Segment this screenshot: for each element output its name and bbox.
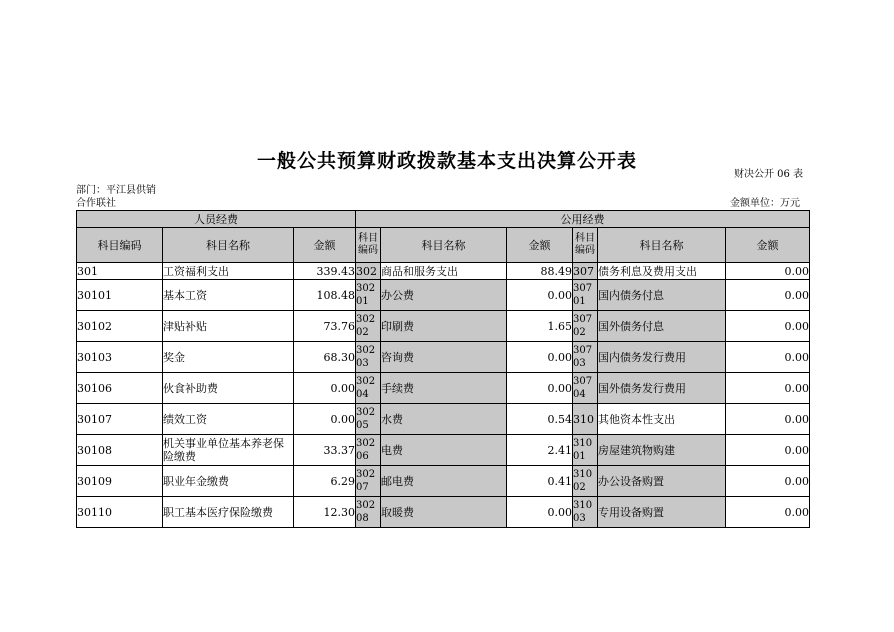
public-amount: 0.00 xyxy=(507,373,573,404)
capital-code: 30704 xyxy=(573,373,598,404)
personnel-amount: 12.30 xyxy=(294,497,356,528)
personnel-code: 30102 xyxy=(77,311,163,342)
public-name: 手续费 xyxy=(381,373,507,404)
personnel-name: 奖金 xyxy=(163,342,294,373)
personnel-name: 津贴补贴 xyxy=(163,311,294,342)
capital-code: 31001 xyxy=(573,435,598,466)
capital-code: 30701 xyxy=(573,280,598,311)
group-header-row xyxy=(77,211,810,228)
capital-name: 专用设备购置 xyxy=(598,497,726,528)
capital-amount: 0.00 xyxy=(726,435,810,466)
table-row xyxy=(77,342,810,373)
personnel-name: 职业年金缴费 xyxy=(163,466,294,497)
capital-code: 310 xyxy=(573,404,598,435)
capital-amount: 0.00 xyxy=(726,466,810,497)
group-personnel: 人员经费 xyxy=(77,211,356,228)
public-amount: 2.41 xyxy=(507,435,573,466)
personnel-code: 30109 xyxy=(77,466,163,497)
personnel-name: 机关事业单位基本养老保险缴费 xyxy=(163,435,294,466)
public-name: 咨询费 xyxy=(381,342,507,373)
capital-code: 30703 xyxy=(573,342,598,373)
personnel-name: 基本工资 xyxy=(163,280,294,311)
public-name: 办公费 xyxy=(381,280,507,311)
personnel-code: 301 xyxy=(77,263,163,280)
capital-name: 房屋建筑物购建 xyxy=(598,435,726,466)
header-name: 科目名称 xyxy=(381,228,507,263)
header-code-stacked: 科目编码 xyxy=(573,228,598,263)
personnel-amount: 68.30 xyxy=(294,342,356,373)
personnel-code: 30106 xyxy=(77,373,163,404)
header-name: 科目名称 xyxy=(163,228,294,263)
public-name: 邮电费 xyxy=(381,466,507,497)
header-name: 科目名称 xyxy=(598,228,726,263)
capital-amount: 0.00 xyxy=(726,342,810,373)
capital-amount: 0.00 xyxy=(726,404,810,435)
capital-amount: 0.00 xyxy=(726,280,810,311)
public-code: 30203 xyxy=(356,342,381,373)
capital-code: 307 xyxy=(573,263,598,280)
capital-name: 国内债务发行费用 xyxy=(598,342,726,373)
header-code: 科目编码 xyxy=(77,228,163,263)
personnel-code: 30107 xyxy=(77,404,163,435)
personnel-amount: 6.29 xyxy=(294,466,356,497)
capital-name: 国内债务付息 xyxy=(598,280,726,311)
personnel-amount: 33.37 xyxy=(294,435,356,466)
column-header-row xyxy=(77,228,810,263)
personnel-name: 工资福利支出 xyxy=(163,263,294,280)
table-row xyxy=(77,311,810,342)
table-body xyxy=(77,211,810,528)
capital-name: 其他资本性支出 xyxy=(598,404,726,435)
public-code: 30208 xyxy=(356,497,381,528)
group-public: 公用经费 xyxy=(356,211,810,228)
public-code: 302 xyxy=(356,263,381,280)
public-code: 30205 xyxy=(356,404,381,435)
capital-name: 国外债务发行费用 xyxy=(598,373,726,404)
table-row xyxy=(77,497,810,528)
expenditure-table xyxy=(76,210,810,528)
personnel-name: 职工基本医疗保险缴费 xyxy=(163,497,294,528)
capital-amount: 0.00 xyxy=(726,263,810,280)
personnel-code: 30110 xyxy=(77,497,163,528)
public-code: 30207 xyxy=(356,466,381,497)
public-amount: 0.54 xyxy=(507,404,573,435)
table-row xyxy=(77,404,810,435)
personnel-amount: 0.00 xyxy=(294,373,356,404)
capital-name: 债务利息及费用支出 xyxy=(598,263,726,280)
personnel-amount: 0.00 xyxy=(294,404,356,435)
personnel-amount: 108.48 xyxy=(294,280,356,311)
personnel-code: 30103 xyxy=(77,342,163,373)
public-code: 30202 xyxy=(356,311,381,342)
public-name: 电费 xyxy=(381,435,507,466)
header-code-stacked: 科目编码 xyxy=(356,228,381,263)
capital-code: 31003 xyxy=(573,497,598,528)
header-amount: 金额 xyxy=(726,228,810,263)
personnel-name: 绩效工资 xyxy=(163,404,294,435)
capital-amount: 0.00 xyxy=(726,497,810,528)
department-label-line2: 合作联社 xyxy=(76,198,116,209)
public-name: 印刷费 xyxy=(381,311,507,342)
public-name: 取暖费 xyxy=(381,497,507,528)
public-amount: 0.00 xyxy=(507,342,573,373)
page-title: 一般公共预算财政拨款基本支出决算公开表 xyxy=(256,150,637,172)
department-label-line1: 部门：平江县供销 xyxy=(76,185,156,196)
capital-name: 办公设备购置 xyxy=(598,466,726,497)
public-amount: 0.00 xyxy=(507,497,573,528)
capital-code: 30702 xyxy=(573,311,598,342)
personnel-amount: 73.76 xyxy=(294,311,356,342)
form-number: 财决公开 06 表 xyxy=(734,169,804,180)
public-code: 30206 xyxy=(356,435,381,466)
capital-amount: 0.00 xyxy=(726,373,810,404)
public-amount: 0.41 xyxy=(507,466,573,497)
header-amount: 金额 xyxy=(507,228,573,263)
public-name: 水费 xyxy=(381,404,507,435)
capital-name: 国外债务付息 xyxy=(598,311,726,342)
capital-code: 31002 xyxy=(573,466,598,497)
personnel-amount: 339.43 xyxy=(294,263,356,280)
public-amount: 1.65 xyxy=(507,311,573,342)
table-row xyxy=(77,263,810,280)
personnel-name: 伙食补助费 xyxy=(163,373,294,404)
header-amount: 金额 xyxy=(294,228,356,263)
public-code: 30204 xyxy=(356,373,381,404)
personnel-code: 30101 xyxy=(77,280,163,311)
public-code: 30201 xyxy=(356,280,381,311)
amount-unit: 金额单位：万元 xyxy=(730,198,800,209)
public-amount: 88.49 xyxy=(507,263,573,280)
capital-amount: 0.00 xyxy=(726,311,810,342)
personnel-code: 30108 xyxy=(77,435,163,466)
table-row xyxy=(77,280,810,311)
public-amount: 0.00 xyxy=(507,280,573,311)
table-row xyxy=(77,373,810,404)
table-row xyxy=(77,466,810,497)
table-row xyxy=(77,435,810,466)
public-name: 商品和服务支出 xyxy=(381,263,507,280)
